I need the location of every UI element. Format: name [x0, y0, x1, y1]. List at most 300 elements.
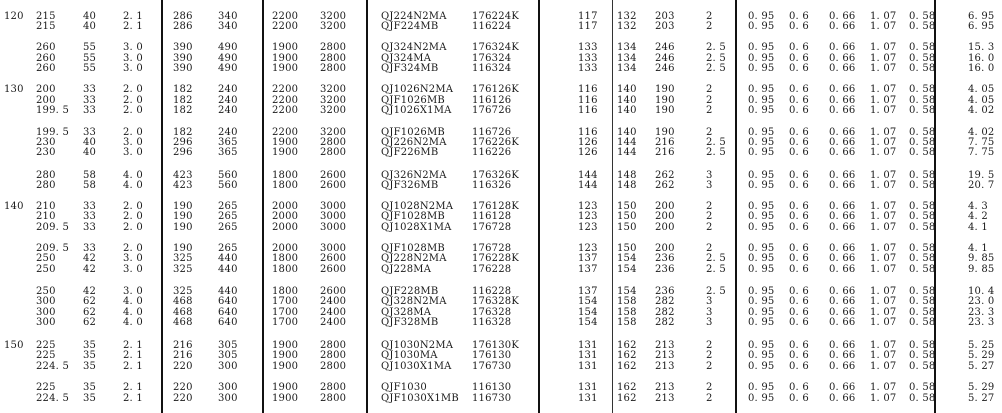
cell-Y: 0. 6	[789, 147, 809, 158]
cell-designation_2: 176228	[472, 264, 512, 275]
cell-designation_2: 116130	[472, 382, 512, 393]
cell-dmin: 162	[617, 393, 637, 404]
cell-designation_1: QJF1028MB	[381, 243, 445, 254]
cell-C0: 6. 95	[968, 21, 995, 32]
cell-Y1: 1. 07	[870, 147, 897, 158]
cell-ras_max: 3	[706, 296, 713, 307]
cell-Da_a: 390	[173, 53, 193, 64]
cell-Y1: 1. 07	[870, 201, 897, 212]
cell-Dmax: 190	[655, 105, 675, 116]
cell-r_min: 4. 0	[123, 317, 143, 328]
cell-designation_1: QJF326MB	[381, 180, 439, 191]
cell-e: 0. 95	[748, 170, 775, 181]
cell-Da_a: 286	[173, 21, 193, 32]
cell-Y1: 1. 07	[870, 361, 897, 372]
cell-e: 0. 95	[748, 253, 775, 264]
cell-C0: 16. 0	[968, 53, 995, 64]
cell-designation_2: 176328	[472, 307, 512, 318]
cell-Dmax: 213	[655, 340, 675, 351]
cell-C0: 10. 4	[968, 286, 995, 297]
cell-Dmax: 246	[655, 42, 675, 53]
cell-Y2: 0. 58	[909, 286, 936, 297]
cell-speed_oil: 2800	[320, 350, 347, 361]
cell-Y1: 1. 07	[870, 296, 897, 307]
cell-speed_grease: 1800	[272, 264, 299, 275]
cell-Da_b: 305	[218, 340, 238, 351]
cell-B: 33	[83, 105, 97, 116]
cell-r_min: 2. 1	[123, 361, 143, 372]
cell-Da_b: 640	[218, 296, 238, 307]
cell-dmin: 158	[617, 317, 637, 328]
cell-designation_1: QJF224MB	[381, 21, 439, 32]
cell-m: 154	[578, 307, 598, 318]
cell-Da_b: 440	[218, 253, 238, 264]
cell-designation_2: 176324	[472, 53, 512, 64]
cell-Dmax: 216	[655, 147, 675, 158]
cell-designation_1: QJ1030MA	[381, 350, 438, 361]
cell-Dmax: 246	[655, 63, 675, 74]
cell-speed_grease: 1900	[272, 42, 299, 53]
cell-speed_grease: 2200	[272, 11, 299, 22]
cell-e: 0. 95	[748, 42, 775, 53]
column-rule-1	[161, 0, 163, 413]
cell-Da_a: 468	[173, 317, 193, 328]
cell-B: 40	[83, 147, 97, 158]
cell-Y: 0. 6	[789, 63, 809, 74]
cell-designation_2: 176324K	[472, 42, 520, 53]
cell-Y1: 1. 07	[870, 95, 897, 106]
cell-D: 225	[36, 382, 56, 393]
cell-speed_grease: 2200	[272, 95, 299, 106]
cell-Y2: 0. 58	[909, 307, 936, 318]
cell-B: 35	[83, 361, 97, 372]
cell-D: 224. 5	[36, 361, 70, 372]
cell-designation_2: 116324	[472, 63, 512, 74]
cell-speed_oil: 3000	[320, 211, 347, 222]
cell-Y0: 0. 66	[829, 105, 856, 116]
cell-Y0: 0. 66	[829, 253, 856, 264]
cell-Y1: 1. 07	[870, 127, 897, 138]
cell-speed_grease: 1900	[272, 361, 299, 372]
column-rule-2	[262, 0, 264, 413]
cell-C0: 23. 0	[968, 296, 995, 307]
cell-ras_max: 2	[706, 350, 713, 361]
cell-Y: 0. 6	[789, 11, 809, 22]
cell-dmin: 154	[617, 264, 637, 275]
cell-Y0: 0. 66	[829, 340, 856, 351]
cell-speed_oil: 3000	[320, 243, 347, 254]
cell-C0: 23. 3	[968, 307, 995, 318]
cell-D: 250	[36, 253, 56, 264]
cell-e: 0. 95	[748, 63, 775, 74]
cell-m: 144	[578, 180, 598, 191]
cell-dmin: 162	[617, 361, 637, 372]
cell-speed_grease: 1700	[272, 307, 299, 318]
cell-Y0: 0. 66	[829, 95, 856, 106]
cell-Y: 0. 6	[789, 84, 809, 95]
cell-B: 40	[83, 21, 97, 32]
cell-ras_max: 2	[706, 340, 713, 351]
cell-D: 280	[36, 170, 56, 181]
cell-ras_max: 2	[706, 127, 713, 138]
cell-designation_1: QJF226MB	[381, 147, 439, 158]
cell-Da_a: 423	[173, 170, 193, 181]
cell-ras_max: 2	[706, 243, 713, 254]
cell-Dmax: 282	[655, 296, 675, 307]
cell-speed_grease: 2000	[272, 211, 299, 222]
cell-ras_max: 2. 5	[706, 147, 726, 158]
cell-D: 200	[36, 84, 56, 95]
cell-ras_max: 3	[706, 307, 713, 318]
cell-Y2: 0. 58	[909, 296, 936, 307]
cell-B: 62	[83, 296, 97, 307]
cell-m: 137	[578, 253, 598, 264]
cell-speed_grease: 2200	[272, 105, 299, 116]
cell-ras_max: 2	[706, 95, 713, 106]
cell-D: 230	[36, 137, 56, 148]
cell-C0: 23. 3	[968, 317, 995, 328]
cell-m: 116	[578, 127, 598, 138]
cell-D: 300	[36, 307, 56, 318]
cell-speed_grease: 1900	[272, 393, 299, 404]
cell-r_min: 2. 0	[123, 222, 143, 233]
cell-B: 33	[83, 84, 97, 95]
cell-Y2: 0. 58	[909, 42, 936, 53]
cell-dmin: 158	[617, 296, 637, 307]
cell-ras_max: 2	[706, 222, 713, 233]
cell-designation_2: 176130K	[472, 340, 520, 351]
cell-dmin: 150	[617, 222, 637, 233]
cell-Y0: 0. 66	[829, 243, 856, 254]
cell-e: 0. 95	[748, 105, 775, 116]
cell-B: 33	[83, 95, 97, 106]
cell-Da_a: 182	[173, 105, 193, 116]
cell-C0: 20. 7	[968, 180, 995, 191]
column-rule-4	[538, 0, 540, 413]
cell-designation_1: QJ328MA	[381, 307, 432, 318]
cell-designation_2: 176728	[472, 222, 512, 233]
cell-dmin: 132	[617, 11, 637, 22]
cell-Da_a: 182	[173, 127, 193, 138]
cell-r_min: 2. 0	[123, 127, 143, 138]
cell-Y1: 1. 07	[870, 180, 897, 191]
cell-m: 144	[578, 170, 598, 181]
cell-dmin: 140	[617, 127, 637, 138]
cell-designation_1: QJF1026MB	[381, 95, 445, 106]
cell-r_min: 4. 0	[123, 307, 143, 318]
cell-Y2: 0. 58	[909, 361, 936, 372]
cell-designation_2: 116226	[472, 147, 512, 158]
cell-m: 116	[578, 95, 598, 106]
cell-r_min: 4. 0	[123, 170, 143, 181]
cell-C0: 4. 1	[968, 243, 988, 254]
cell-ras_max: 2	[706, 361, 713, 372]
cell-r_min: 2. 1	[123, 382, 143, 393]
cell-speed_grease: 2200	[272, 127, 299, 138]
cell-D: 215	[36, 21, 56, 32]
cell-speed_oil: 2400	[320, 307, 347, 318]
cell-Y2: 0. 58	[909, 84, 936, 95]
cell-C0: 7. 75	[968, 137, 995, 148]
cell-B: 58	[83, 180, 97, 191]
cell-ras_max: 2	[706, 21, 713, 32]
cell-Y0: 0. 66	[829, 382, 856, 393]
cell-m: 131	[578, 393, 598, 404]
cell-Y: 0. 6	[789, 95, 809, 106]
cell-designation_2: 116228	[472, 286, 512, 297]
cell-dmin: 154	[617, 286, 637, 297]
cell-designation_2: 176130	[472, 350, 512, 361]
cell-Y: 0. 6	[789, 105, 809, 116]
cell-Da_b: 305	[218, 350, 238, 361]
cell-Da_b: 265	[218, 243, 238, 254]
cell-m: 154	[578, 296, 598, 307]
cell-D: 260	[36, 63, 56, 74]
cell-Da_a: 220	[173, 393, 193, 404]
cell-dmin: 150	[617, 211, 637, 222]
cell-Da_a: 325	[173, 264, 193, 275]
cell-Dmax: 200	[655, 201, 675, 212]
cell-B: 42	[83, 253, 97, 264]
cell-B: 58	[83, 170, 97, 181]
cell-designation_2: 176128K	[472, 201, 520, 212]
cell-B: 62	[83, 307, 97, 318]
cell-Y: 0. 6	[789, 393, 809, 404]
cell-Y: 0. 6	[789, 286, 809, 297]
cell-speed_oil: 3200	[320, 127, 347, 138]
cell-speed_oil: 3000	[320, 201, 347, 212]
cell-D: 230	[36, 147, 56, 158]
cell-Y1: 1. 07	[870, 211, 897, 222]
cell-r_min: 3. 0	[123, 253, 143, 264]
cell-Y: 0. 6	[789, 170, 809, 181]
cell-speed_grease: 1900	[272, 340, 299, 351]
cell-designation_2: 116730	[472, 393, 512, 404]
cell-speed_oil: 2600	[320, 286, 347, 297]
cell-ras_max: 2	[706, 105, 713, 116]
cell-ras_max: 3	[706, 180, 713, 191]
cell-Y1: 1. 07	[870, 84, 897, 95]
cell-r_min: 2. 0	[123, 243, 143, 254]
cell-e: 0. 95	[748, 53, 775, 64]
cell-m: 116	[578, 84, 598, 95]
cell-Y: 0. 6	[789, 264, 809, 275]
cell-designation_2: 116726	[472, 127, 512, 138]
cell-Da_b: 560	[218, 170, 238, 181]
cell-Y1: 1. 07	[870, 253, 897, 264]
cell-C0: 7. 75	[968, 147, 995, 158]
cell-C0: 16. 0	[968, 63, 995, 74]
cell-speed_oil: 2400	[320, 317, 347, 328]
cell-D: 199. 5	[36, 105, 70, 116]
cell-r_min: 4. 0	[123, 296, 143, 307]
cell-B: 35	[83, 393, 97, 404]
cell-designation_2: 116126	[472, 95, 512, 106]
cell-Da_b: 300	[218, 393, 238, 404]
cell-r_min: 2. 1	[123, 340, 143, 351]
cell-e: 0. 95	[748, 147, 775, 158]
cell-Dmax: 262	[655, 180, 675, 191]
cell-speed_grease: 1800	[272, 170, 299, 181]
cell-Y1: 1. 07	[870, 286, 897, 297]
cell-ras_max: 2	[706, 393, 713, 404]
cell-dmin: 134	[617, 63, 637, 74]
cell-Y1: 1. 07	[870, 170, 897, 181]
cell-D: 224. 5	[36, 393, 70, 404]
cell-Y1: 1. 07	[870, 264, 897, 275]
cell-ras_max: 2	[706, 201, 713, 212]
cell-Y: 0. 6	[789, 382, 809, 393]
cell-Da_b: 340	[218, 21, 238, 32]
cell-D: 210	[36, 201, 56, 212]
cell-Dmax: 203	[655, 11, 675, 22]
cell-ras_max: 2. 5	[706, 286, 726, 297]
cell-r_min: 3. 0	[123, 264, 143, 275]
cell-B: 33	[83, 222, 97, 233]
cell-Dmax: 282	[655, 307, 675, 318]
cell-Da_a: 190	[173, 201, 193, 212]
cell-D: 260	[36, 53, 56, 64]
cell-e: 0. 95	[748, 264, 775, 275]
cell-speed_grease: 1800	[272, 253, 299, 264]
cell-Da_b: 560	[218, 180, 238, 191]
cell-d: 140	[4, 201, 24, 212]
column-rule-5	[612, 0, 613, 413]
cell-m: 116	[578, 105, 598, 116]
cell-dmin: 150	[617, 201, 637, 212]
cell-Y: 0. 6	[789, 361, 809, 372]
cell-Y: 0. 6	[789, 201, 809, 212]
cell-m: 131	[578, 382, 598, 393]
cell-Da_b: 640	[218, 317, 238, 328]
cell-r_min: 2. 1	[123, 11, 143, 22]
cell-e: 0. 95	[748, 317, 775, 328]
cell-Dmax: 200	[655, 243, 675, 254]
cell-designation_2: 176224K	[472, 11, 520, 22]
cell-designation_1: QJF1028MB	[381, 211, 445, 222]
cell-Da_b: 240	[218, 84, 238, 95]
cell-ras_max: 2	[706, 84, 713, 95]
cell-speed_grease: 1700	[272, 317, 299, 328]
cell-designation_1: QJF328MB	[381, 317, 439, 328]
cell-Da_a: 390	[173, 63, 193, 74]
cell-designation_1: QJ226N2MA	[381, 137, 447, 148]
cell-Dmax: 236	[655, 286, 675, 297]
cell-Y1: 1. 07	[870, 53, 897, 64]
cell-Y1: 1. 07	[870, 21, 897, 32]
cell-d: 130	[4, 84, 24, 95]
cell-Dmax: 190	[655, 127, 675, 138]
cell-B: 33	[83, 201, 97, 212]
cell-Da_b: 300	[218, 361, 238, 372]
cell-C0: 15. 3	[968, 42, 995, 53]
cell-ras_max: 3	[706, 317, 713, 328]
cell-Da_a: 182	[173, 95, 193, 106]
cell-m: 133	[578, 63, 598, 74]
cell-Da_a: 220	[173, 361, 193, 372]
cell-m: 123	[578, 243, 598, 254]
cell-designation_1: QJ228MA	[381, 264, 432, 275]
cell-Da_a: 216	[173, 350, 193, 361]
cell-C0: 9. 85	[968, 264, 995, 275]
cell-r_min: 2. 0	[123, 201, 143, 212]
cell-B: 35	[83, 340, 97, 351]
cell-Y1: 1. 07	[870, 137, 897, 148]
cell-e: 0. 95	[748, 350, 775, 361]
cell-Da_a: 182	[173, 84, 193, 95]
cell-B: 55	[83, 42, 97, 53]
cell-Y1: 1. 07	[870, 222, 897, 233]
cell-r_min: 2. 0	[123, 95, 143, 106]
cell-dmin: 140	[617, 84, 637, 95]
cell-r_min: 3. 0	[123, 53, 143, 64]
cell-speed_oil: 3200	[320, 21, 347, 32]
cell-D: 209. 5	[36, 222, 70, 233]
cell-Da_a: 190	[173, 243, 193, 254]
cell-speed_oil: 2400	[320, 296, 347, 307]
cell-speed_grease: 1900	[272, 382, 299, 393]
cell-designation_1: QJ328N2MA	[381, 296, 447, 307]
cell-C0: 9. 85	[968, 253, 995, 264]
cell-Y1: 1. 07	[870, 307, 897, 318]
cell-B: 55	[83, 63, 97, 74]
cell-Y0: 0. 66	[829, 286, 856, 297]
cell-m: 117	[578, 11, 598, 22]
cell-Y: 0. 6	[789, 180, 809, 191]
cell-speed_grease: 1800	[272, 180, 299, 191]
cell-ras_max: 3	[706, 170, 713, 181]
cell-Y2: 0. 58	[909, 137, 936, 148]
cell-Da_b: 490	[218, 53, 238, 64]
cell-e: 0. 95	[748, 393, 775, 404]
cell-speed_oil: 2800	[320, 63, 347, 74]
cell-C0: 5. 29	[968, 382, 995, 393]
cell-Y0: 0. 66	[829, 170, 856, 181]
cell-Y: 0. 6	[789, 296, 809, 307]
cell-Y0: 0. 66	[829, 11, 856, 22]
cell-e: 0. 95	[748, 222, 775, 233]
cell-C0: 5. 27	[968, 361, 995, 372]
cell-Dmax: 262	[655, 170, 675, 181]
cell-e: 0. 95	[748, 180, 775, 191]
cell-Y1: 1. 07	[870, 393, 897, 404]
cell-B: 42	[83, 264, 97, 275]
cell-C0: 4. 2	[968, 211, 988, 222]
cell-D: 225	[36, 350, 56, 361]
cell-designation_2: 176328K	[472, 296, 520, 307]
cell-speed_grease: 1800	[272, 286, 299, 297]
cell-Y0: 0. 66	[829, 222, 856, 233]
cell-D: 199. 5	[36, 127, 70, 138]
cell-D: 300	[36, 296, 56, 307]
cell-Y1: 1. 07	[870, 317, 897, 328]
cell-dmin: 162	[617, 340, 637, 351]
cell-D: 260	[36, 42, 56, 53]
cell-Da_b: 265	[218, 201, 238, 212]
cell-designation_1: QJ1030X1MA	[381, 361, 452, 372]
cell-speed_oil: 3200	[320, 11, 347, 22]
cell-Y2: 0. 58	[909, 21, 936, 32]
cell-designation_2: 116128	[472, 211, 512, 222]
cell-e: 0. 95	[748, 137, 775, 148]
cell-e: 0. 95	[748, 95, 775, 106]
cell-m: 117	[578, 21, 598, 32]
cell-r_min: 2. 1	[123, 393, 143, 404]
cell-Y2: 0. 58	[909, 317, 936, 328]
cell-B: 55	[83, 53, 97, 64]
cell-Dmax: 213	[655, 350, 675, 361]
cell-Y: 0. 6	[789, 53, 809, 64]
